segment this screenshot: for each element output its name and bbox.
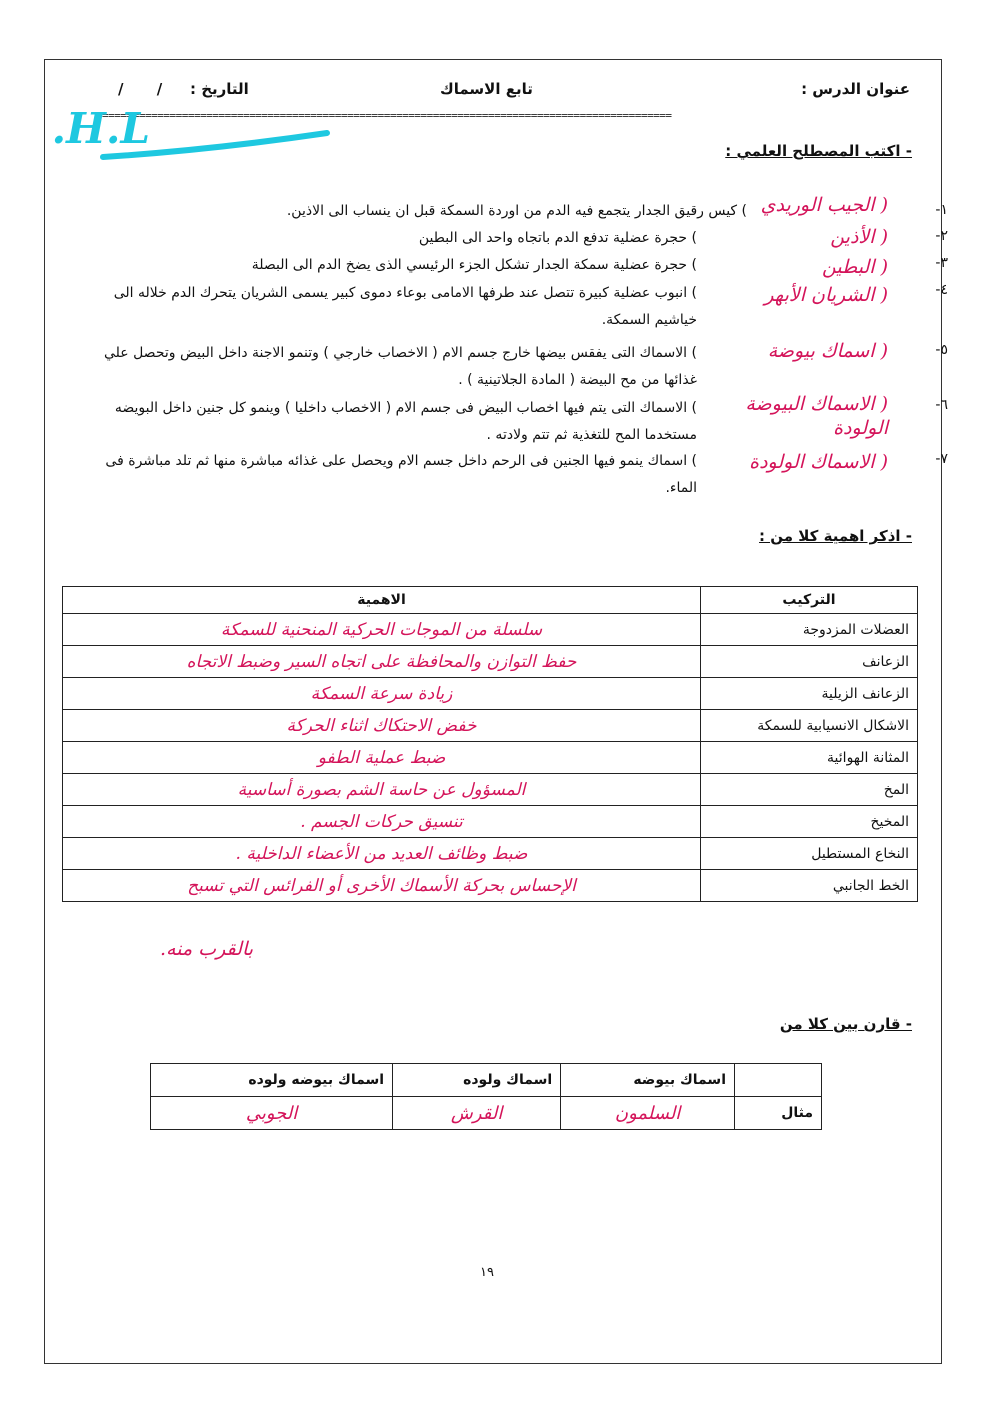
q3-answer: ( البطين [821,256,888,278]
q5-number: ٥- [935,342,948,358]
empty-corner-cell [735,1064,822,1097]
example-row-label: مثال [735,1097,822,1130]
table-row [63,870,918,902]
header-divider: ============================================================================================== [96,109,672,122]
importance-cell: الإحساس بحركة الأسماك الأخرى أو الفرائس التي تسبح [63,870,701,902]
svg-text:H.L.: H.L. [51,104,150,153]
importance-cell: تنسيق حركات الجسم . [63,806,701,838]
q2-number: ٢- [935,228,948,244]
table-row [63,710,918,742]
structure-cell: الاشكال الانسيابية للسمكة [701,710,918,742]
column-header-importance: الاهمية [63,587,701,614]
q7-answer: ( الاسماك الولودة [749,451,888,473]
table-header-row [63,587,918,614]
structure-cell: المخيخ [701,806,918,838]
q6-text: ) الاسماك التى يتم فيها اخصاب البيض فى جسم الام ( الاخصاب داخليا ) وينمو كل جنين داخل البويضه مستخدما المح للتغذية ثم تتم ولادته . [114,400,697,443]
section1-title: - اكتب المصطلح العلمي : [725,142,912,160]
q6-number: ٦- [935,397,948,413]
importance-cell: المسؤول عن حاسة الشم بصورة أساسية [63,774,701,806]
table-row [63,678,918,710]
q4-answer: ( الشريان الأبهر [764,284,888,306]
importance-overflow-note: بالقرب منه. [160,938,254,960]
column-header-oviparous: اسماك بيوضه [561,1064,735,1097]
q2-text: ) حجرة عضلية تدفع الدم باتجاه واحد الى البطين [418,230,697,246]
structure-cell: الخط الجانبي [701,870,918,902]
table-row [63,742,918,774]
lesson-title-label: عنوان الدرس : [801,80,910,98]
section3-title: - قارن بين كلا من [779,1015,912,1033]
example-oviparous: السلمون [561,1097,735,1130]
structure-cell: المخ [701,774,918,806]
q2-answer: ( الأذين [830,226,888,248]
date-value: / / [118,80,177,98]
q3-number: ٣- [935,255,948,271]
q1-number: ١- [935,202,948,218]
example-ovoviviparous: الجوبي [151,1097,393,1130]
comparison-header-row [151,1064,822,1097]
column-header-viviparous: اسماك ولوده [393,1064,561,1097]
lesson-topic: تابع الاسماك [440,80,533,98]
comparison-example-row [151,1097,822,1130]
q4-text: ) انبوب عضلية كبيرة تتصل عند طرفها الامامى بوعاء دموى كبير يسمى الشريان يتحرك الدم خلاله الى خياشيم السمكة. [113,285,697,328]
q7-text: ) اسماك ينمو فيها الجنين فى الرحم داخل جسم الام ويحصل على غذائه مباشرة منها ثم تلد مباشرة فى الماء. [105,453,697,496]
q1-text: ) كيس رقيق الجدار يتجمع فيه الدم من اوردة السمكة قبل ان ينساب الى الاذين. [286,203,747,219]
page-number: ١٩ [480,1265,494,1280]
example-viviparous: القرش [393,1097,561,1130]
table-row [63,614,918,646]
structure-cell: العضلات المزدوجة [701,614,918,646]
q5-answer: ( اسماك بيوضة [767,340,888,362]
importance-cell: سلسلة من الموجات الحركية المنحنية للسمكة [63,614,701,646]
teacher-signature [51,95,340,170]
q6-answer: ( الاسماك البيوضة الولودة [745,393,888,439]
importance-table [62,586,918,902]
table-row [63,838,918,870]
structure-cell: الزعانف [701,646,918,678]
q5-text: ) الاسماك التى يفقس بيضها خارج جسم الام ( الاخصاب خارجي ) وتنمو الاجنة داخل البيض وتحصل علي غذائها من مح البيضة ( المادة الجلاتينية ) . [103,345,697,388]
comparison-table [150,1063,822,1130]
table-row [63,806,918,838]
structure-cell: النخاع المستطيل [701,838,918,870]
importance-cell: ضبط وظائف العديد من الأعضاء الداخلية . [63,838,701,870]
section2-title: - اذكر اهمية كلا من : [759,527,912,545]
importance-cell: زيادة سرعة السمكة [63,678,701,710]
q3-text: ) حجرة عضلية سمكة الجدار تشكل الجزء الرئيسي الذى يضخ الدم الى البصلة [251,257,697,273]
q7-number: ٧- [935,451,948,467]
column-header-ovoviviparous: اسماك بيوضه ولوده [151,1064,393,1097]
importance-cell: خفض الاحتكاك اثناء الحركة [63,710,701,742]
table-row [63,774,918,806]
q1-answer: ( الجيب الوريدي [760,194,888,216]
structure-cell: المثانة الهوائية [701,742,918,774]
structure-cell: الزعانف الزيلية [701,678,918,710]
table-row [63,646,918,678]
importance-cell: ضبط عملية الطفو [63,742,701,774]
date-label: التاريخ : [190,80,249,98]
column-header-structure: التركيب [701,587,918,614]
importance-cell: حفظ التوازن والمحافظة على اتجاه السير وضبط الاتجاه [63,646,701,678]
q4-number: ٤- [935,282,948,298]
